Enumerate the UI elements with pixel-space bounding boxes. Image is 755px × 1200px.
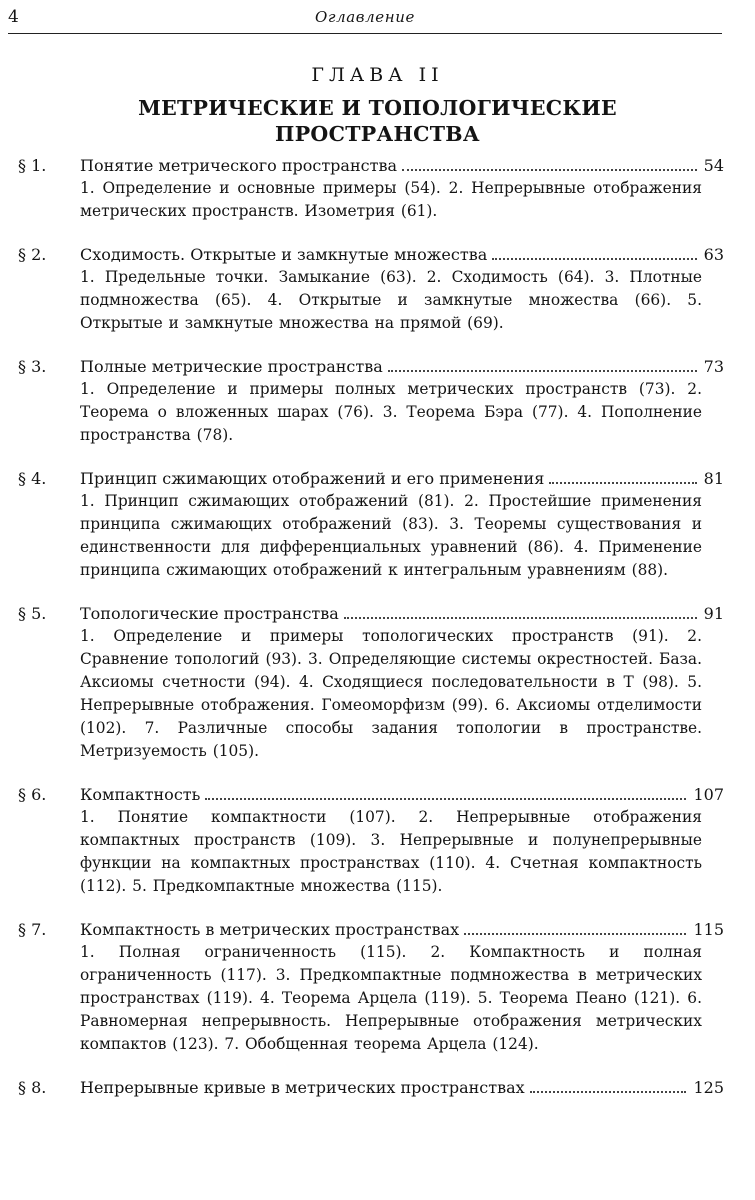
dot-leader [344,617,697,619]
section-page-number: 115 [693,920,724,939]
dot-leader [492,258,696,260]
section-page-number: 81 [703,469,724,488]
section-heading [80,467,724,490]
section-page-number: 125 [693,1078,724,1097]
section-number: § 1. [18,156,47,175]
section-title: Компактность в метрических пространствах [80,920,460,939]
section-number: § 4. [18,469,47,488]
dot-leader [402,169,697,171]
section-page-number: 107 [693,785,724,804]
section-number: § 5. [18,604,47,623]
toc-section-1 [18,154,724,223]
section-number: § 8. [18,1078,47,1097]
toc-section-6 [18,783,724,898]
section-subsections: 1. Определение и примеры топологических пространств (91). 2. Сравнение топологий (93). 3. Определяющие системы окрестностей. База. Аксиомы счетности (94). 4. Сходящиеся последовательности в T (98). 5. Непрерывные отображения. Гомеоморфизм (99). 6. Аксиомы отделимости (102). 7. Различные способы задания топологии в пространстве. Метризуемость (105). [80,627,702,760]
section-heading [80,355,724,378]
section-subsections: 1. Понятие компактности (107). 2. Непрерывные отображения компактных пространств (109). 3. Непрерывные и полунепрерывные функции на компактных пространствах (110). 4. Счетная компактность (112). 5. Предкомпактные множества (115). [80,808,702,895]
section-number: § 6. [18,785,47,804]
section-subsections: 1. Полная ограниченность (115). 2. Компактность и полная ограниченность (117). 3. Предкомпактные подмножества в метрических пространствах (119). 4. Теорема Арцела (119). 5. Теорема Пеано (121). 6. Равномерная непрерывность. Непрерывные отображения метрических компактов (123). 7. Обобщенная теорема Арцела (124). [80,943,702,1053]
table-of-contents [18,154,724,1119]
section-subsections: 1. Определение и основные примеры (54). 2. Непрерывные отображения метрических пространств. Изометрия (61). [80,179,702,220]
running-head [8,3,722,34]
dot-leader [530,1091,687,1093]
section-heading [80,154,724,177]
section-page-number: 91 [703,604,724,623]
section-title: Принцип сжимающих отображений и его применения [80,469,545,488]
toc-section-5 [18,602,724,763]
chapter-label: ГЛАВА II [311,64,444,86]
section-number: § 3. [18,357,47,376]
page-number: 4 [8,7,19,27]
section-title: Сходимость. Открытые и замкнутые множества [80,245,488,264]
section-page-number: 73 [703,357,724,376]
toc-section-2 [18,243,724,335]
toc-section-7 [18,918,724,1056]
toc-section-8 [18,1076,724,1099]
chapter-title: МЕТРИЧЕСКИЕ И ТОПОЛОГИЧЕСКИЕ ПРОСТРАНСТВА [138,96,617,146]
section-subsections: 1. Предельные точки. Замыкание (63). 2. Сходимость (64). 3. Плотные подмножества (65). 4. Открытые и замкнутые множества (66). 5. Открытые и замкнутые множества на прямой (69). [80,268,702,332]
section-subsections: 1. Принцип сжимающих отображений (81). 2. Простейшие применения принципа сжимающих отображений (83). 3. Теоремы существования и единственности для дифференциальных уравнений (86). 4. Применение принципа сжимающих отображений к интегральным уравнениям (88). [80,492,702,579]
dot-leader [549,482,696,484]
running-title: Оглавление [315,8,415,26]
section-title: Понятие метрического пространства [80,156,397,175]
section-heading [80,1076,724,1099]
dot-leader [205,798,686,800]
section-number: § 2. [18,245,47,264]
toc-section-4 [18,467,724,582]
section-heading [80,243,724,266]
section-heading [80,602,724,625]
dot-leader [464,933,686,935]
toc-section-3 [18,355,724,447]
section-title: Полные метрические пространства [80,357,383,376]
section-heading [80,783,724,806]
section-title: Непрерывные кривые в метрических пространствах [80,1078,525,1097]
section-title: Топологические пространства [80,604,339,623]
section-page-number: 63 [703,245,724,264]
section-number: § 7. [18,920,47,939]
section-title: Компактность [80,785,201,804]
section-heading [80,918,724,941]
dot-leader [388,370,697,372]
section-page-number: 54 [703,156,724,175]
section-subsections: 1. Определение и примеры полных метрических пространств (73). 2. Теорема о вложенных шарах (76). 3. Теорема Бэра (77). 4. Пополнение пространства (78). [80,380,702,444]
